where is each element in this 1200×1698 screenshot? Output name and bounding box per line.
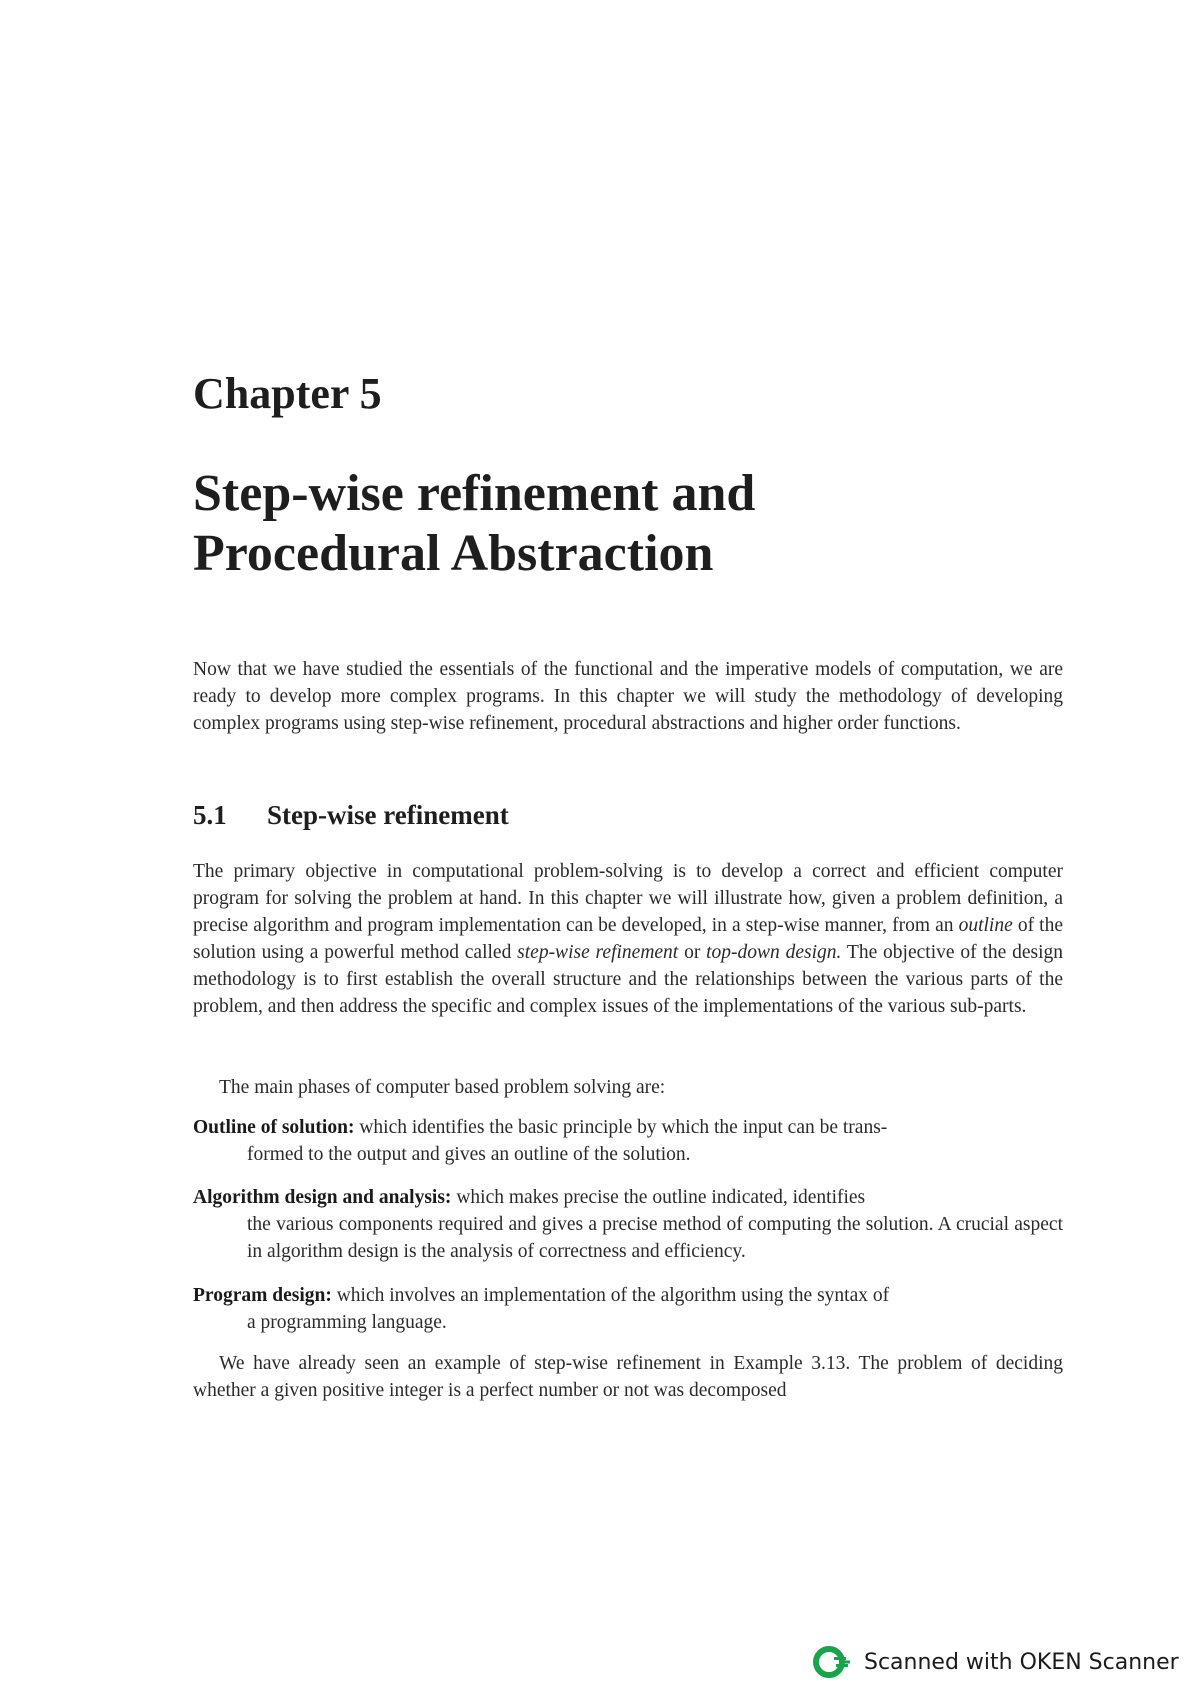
phase-description: which identifies the basic principle by which the input can be trans- bbox=[354, 1117, 888, 1138]
scanner-watermark-text: Scanned with OKEN Scanner bbox=[864, 1649, 1179, 1675]
phase-item bbox=[193, 1114, 1063, 1168]
phase-item bbox=[193, 1184, 1063, 1265]
oken-scanner-logo-icon bbox=[812, 1645, 852, 1679]
intro-paragraph: Now that we have studied the essentials of the functional and the imperative models of computation, we are ready to develop more complex programs. In this chapter we will study the methodology of developing complex programs using step-wise refinement, procedural abstractions and higher order functions. bbox=[193, 659, 1063, 734]
phases-intro: The main phases of computer based problem solving are: bbox=[219, 1077, 666, 1098]
section-heading bbox=[193, 798, 509, 832]
emphasis-outline: outline bbox=[958, 915, 1013, 936]
phase-term: Algorithm design and analysis: bbox=[193, 1187, 452, 1208]
closing-paragraph bbox=[193, 1350, 1063, 1404]
section-paragraph-text-1: The primary objective in computational problem-solving is to develop a correct and efficient computer program for solving the problem at hand. In this chapter we will illustrate how, given a problem definition, a precise algorithm and program implementation can be developed, in a step-wise manner, from an bbox=[193, 861, 1063, 936]
phase-term: Program design: bbox=[193, 1285, 332, 1306]
phase-term: Outline of solution: bbox=[193, 1117, 355, 1138]
closing-paragraph-text: We have already seen an example of step-wise refinement in Example 3.13. The problem of deciding whether a given positive integer is a perfect number or not was decomposed bbox=[193, 1353, 1063, 1401]
chapter-title-line-2: Procedural Abstraction bbox=[193, 525, 714, 582]
section-paragraph bbox=[193, 858, 1063, 1020]
emphasis-top-down-design: top-down design. bbox=[706, 942, 842, 963]
section-title: Step-wise refinement bbox=[267, 800, 509, 830]
scanner-watermark bbox=[812, 1645, 1179, 1679]
phase-description-continued: formed to the output and gives an outline of the solution. bbox=[247, 1144, 691, 1165]
section-paragraph-text-2: of the solution using a powerful method called bbox=[193, 915, 1063, 963]
phase-description-continued: a programming language. bbox=[247, 1312, 447, 1333]
chapter-label: Chapter 5 bbox=[193, 369, 382, 418]
emphasis-step-wise-refinement: step-wise refinement bbox=[517, 942, 679, 963]
section-paragraph-text-3: or bbox=[678, 942, 707, 963]
phase-item bbox=[193, 1282, 1063, 1336]
section-paragraph-text-4: The objective of the design methodology is to first establish the overall structure and the relationships between the various parts of the problem, and then address the specific and complex issues of the implementations of the various sub-parts. bbox=[193, 942, 1063, 1017]
phase-description-continued: the various components required and gives a precise method of computing the solution. A crucial aspect in algorithm design is the analysis of correctness and efficiency. bbox=[247, 1214, 1063, 1262]
phase-description: which involves an implementation of the algorithm using the syntax of bbox=[331, 1285, 890, 1306]
phase-description: which makes precise the outline indicated, identifies bbox=[451, 1187, 866, 1208]
section-number: 5.1 bbox=[193, 800, 227, 830]
chapter-title bbox=[193, 464, 755, 584]
chapter-title-line-1: Step-wise refinement and bbox=[193, 465, 756, 522]
